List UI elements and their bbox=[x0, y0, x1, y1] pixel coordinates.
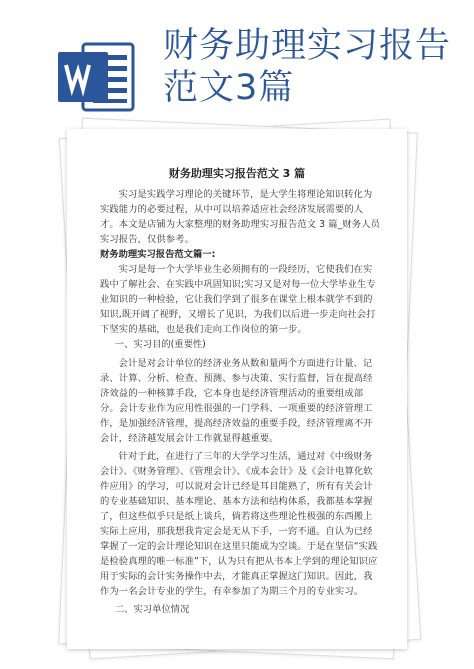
page-title-line-2: 范文3篇 bbox=[163, 68, 295, 108]
body-paragraph: 针对于此，在进行了三年的大学学习生活，通过对《中级财务会计》、《财务管理》、《管理会计》、《成本会计》及《会计电算化软件应用》的学习，可以说对会计已经是耳目能熟了，所有有关会计的专业基础知识、基本理论、基本方法和结构体系，我都基本掌握了，但这些似乎只是纸上谈兵，倘若将这些理论性极强的东西搬上实际上应用，那我想我肯定会是无从下手，一窍不通。自认为已经掌握了一定的会计理论知识在这里只能成为空谈。于是在坚信“实践是检验真理的唯一标准”下，认为只有把从书本上学到的理论知识应用于实际的会计实务操作中去，才能真正掌握这门知识。因此，我作为一名会计专业的学生，有幸参加了为期三个月的专业实习。 bbox=[100, 450, 378, 598]
hero-banner bbox=[0, 0, 474, 128]
word-document-icon bbox=[57, 41, 135, 113]
intro-paragraph: 实习是实践学习理论的关键环节，是大学生将理论知识转化为实践能力的必要过程，从中可以培养适应社会经济发展需要的人才。本文是店铺为大家整理的财务助理实习报告范文 3 篇_财务人员实习报告，仅供参考。 bbox=[100, 189, 380, 246]
document-title: 财务助理实习报告范文 3 篇 bbox=[168, 167, 306, 180]
body-paragraph: 会计是对会计单位的经济业务从数和量两个方面进行计量、记录、计算、分析、检查、预测、参与决策、实行监督，旨在提高经济效益的一种核算手段，它本身也是经济管理活动的重要组成部分。会计专业作为应用性很强的一门学科、一项重要的经济管理工作，是加强经济管理，提高经济效益的重要手段，经济管理离不开会计，经济越发展会计工作就显得越重要。 bbox=[100, 357, 373, 444]
subheading: 二、实习单位情况 bbox=[114, 604, 190, 616]
section-heading: 财务助理实习报告范文篇一: bbox=[100, 249, 216, 261]
body-paragraph: 实习是每一个大学毕业生必须拥有的一段经历，它使我们在实践中了解社会、在实践中巩固知识;实习又是对每一位大学毕业生专业知识的一种检验，它让我们学到了很多在课堂上根本就学不到的知识,既开阔了视野，又增长了见识，为我们以后进一步走向社会打下坚实的基础，也是我们走向工作岗位的第一步。 bbox=[100, 264, 376, 336]
page-title bbox=[163, 25, 463, 109]
subheading: 一、实习目的(重要性) bbox=[114, 339, 206, 351]
document-page bbox=[67, 129, 407, 649]
page-title-line-1: 财务助理实习报告 bbox=[163, 26, 452, 66]
document-body bbox=[100, 187, 380, 617]
